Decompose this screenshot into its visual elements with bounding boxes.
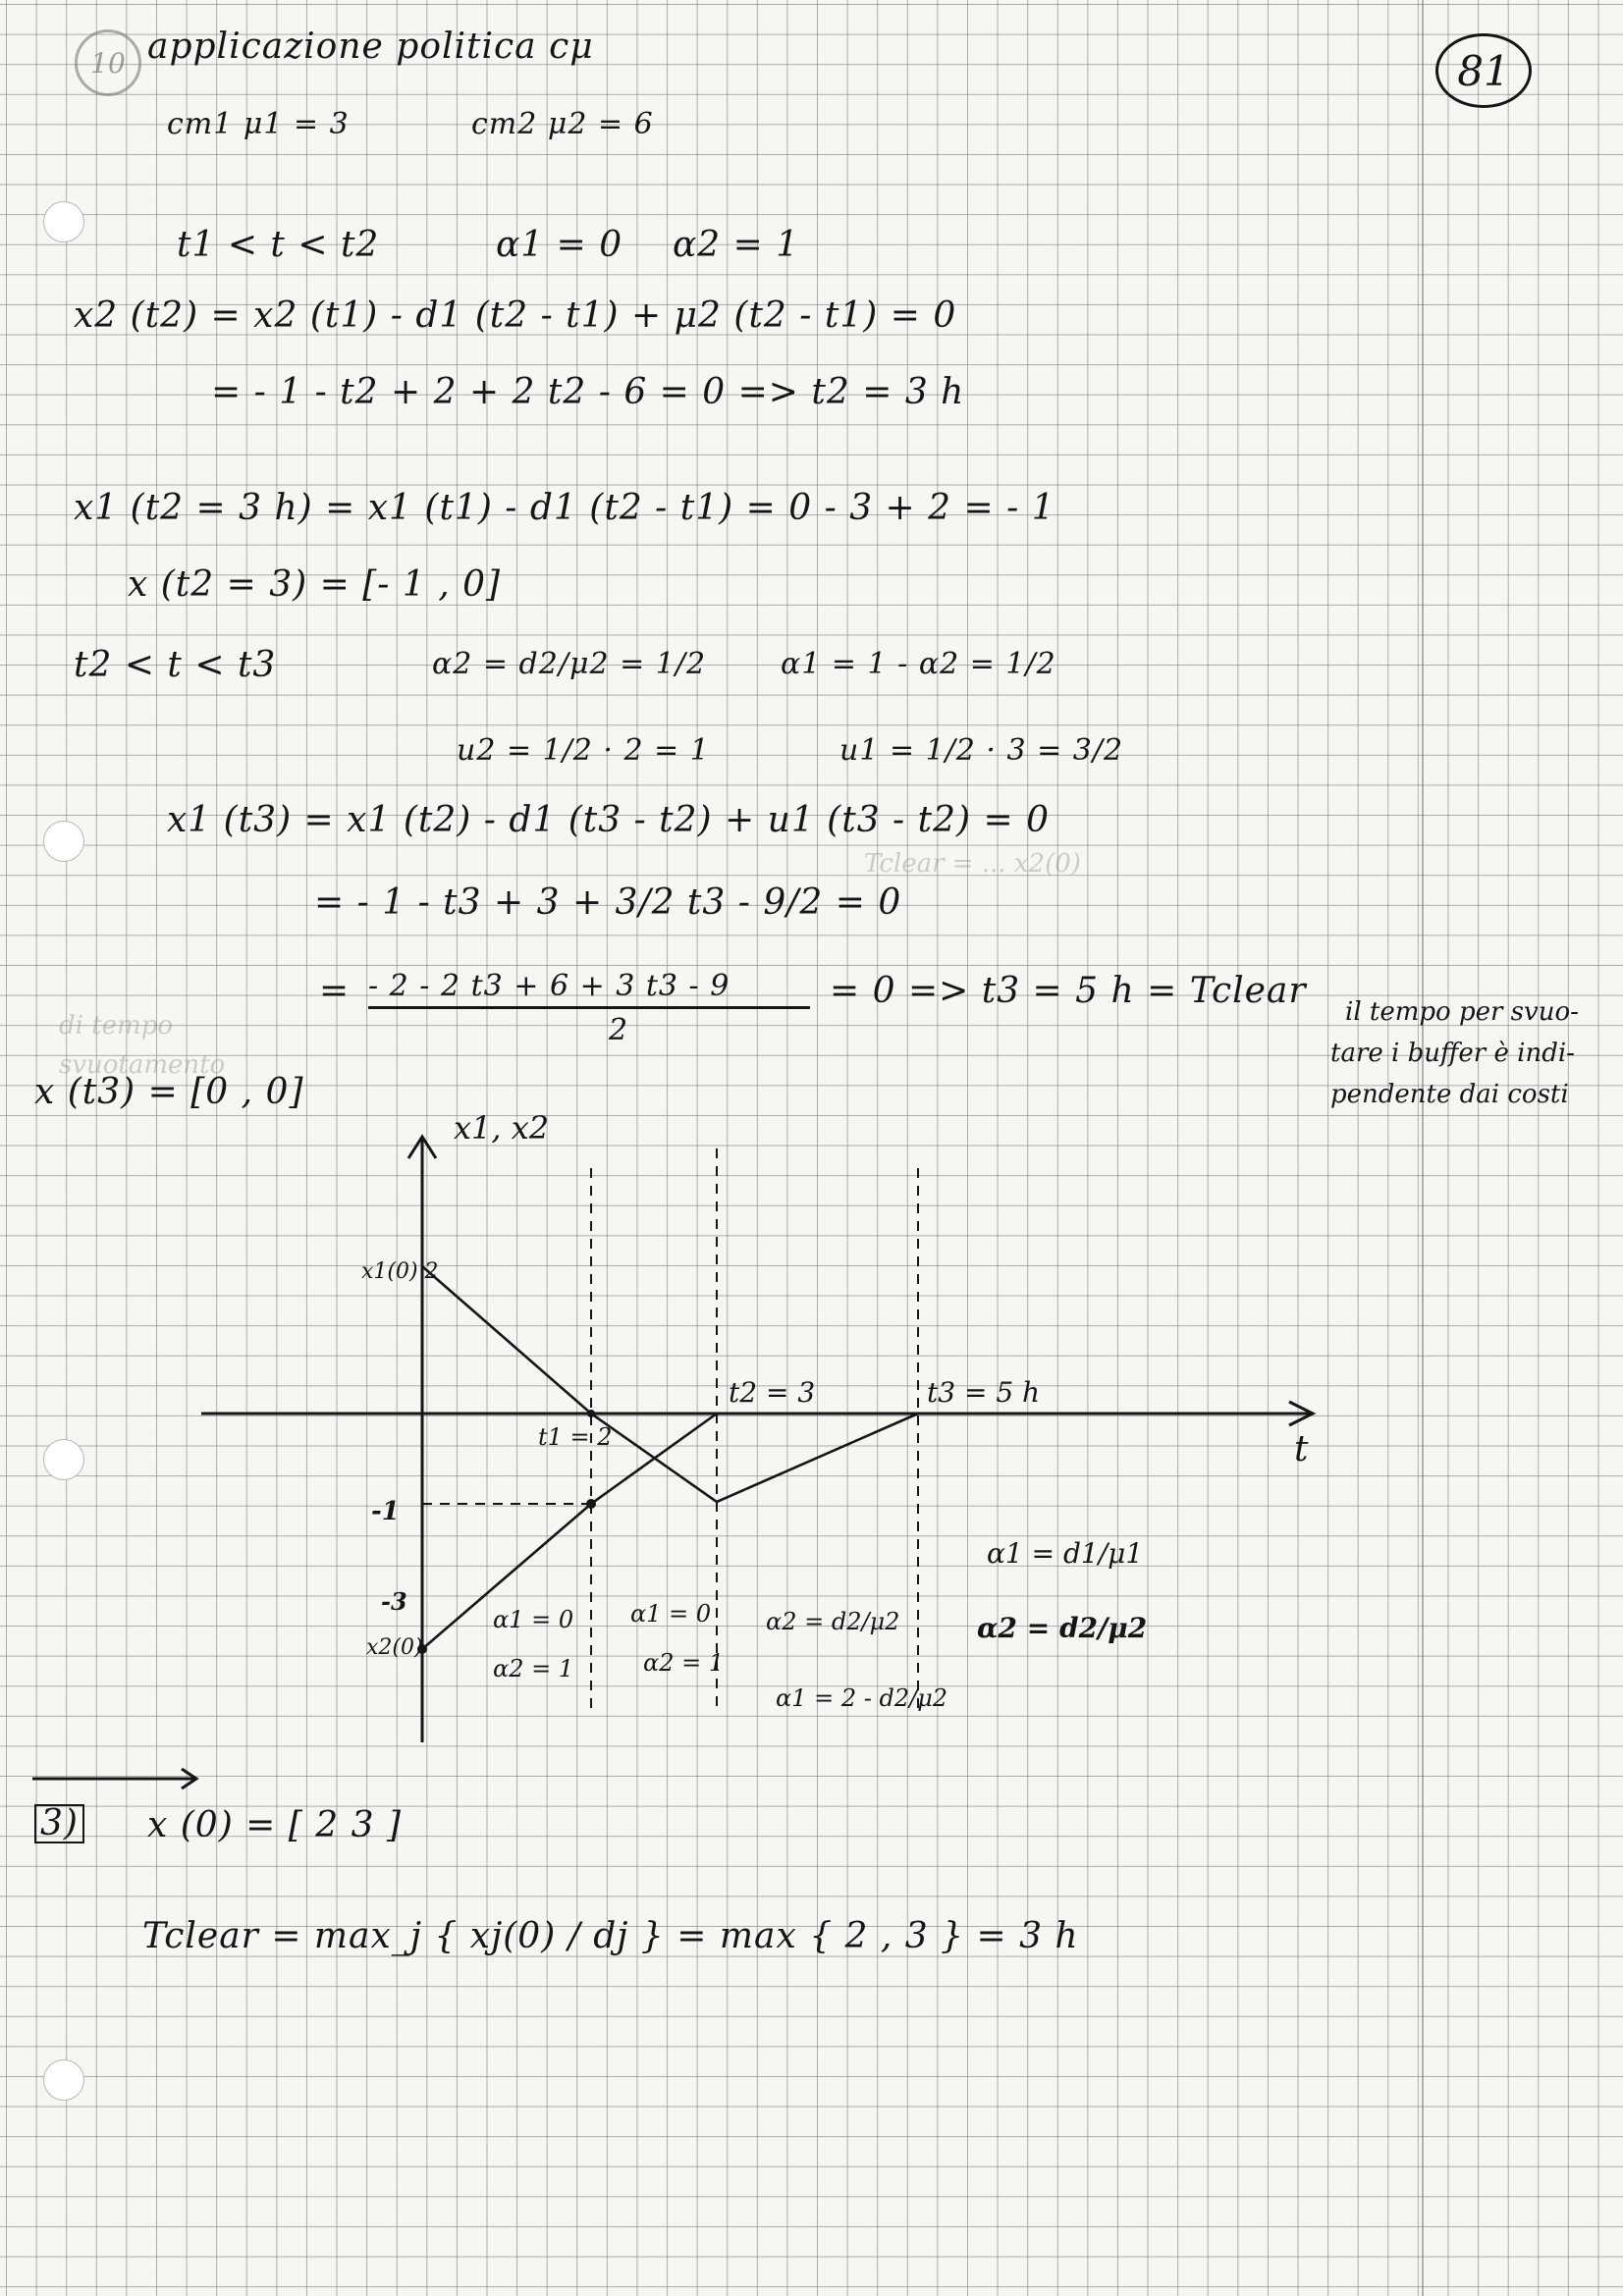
phase2-u2: u2 = 1/2 · 2 = 1 (457, 733, 710, 768)
phase1-equation-3: x1 (t2 = 3 h) = x1 (t1) - d1 (t2 - t1) = 0 - 3 + 2 = - 1 (74, 488, 1055, 528)
faded-stamp: 10 (75, 29, 141, 96)
region3-alpha1: α1 = 2 - d2/μ2 (776, 1684, 948, 1712)
x1-initial-label: x1(0) 2 (361, 1259, 439, 1284)
phase2-equation-1: x1 (t3) = x1 (t2) - d1 (t3 - t2) + u1 (t3 - t2) = 0 (167, 800, 1051, 840)
x2-at-t1-point (586, 1499, 596, 1509)
phase2-u1: u1 = 1/2 · 3 = 3/2 (839, 733, 1124, 768)
phase2-state: x (t3) = [0 , 0] (34, 1072, 304, 1112)
t1-point (587, 1410, 595, 1417)
y-axis-label: x1, x2 (454, 1109, 550, 1147)
tick-minus1: -1 (371, 1497, 400, 1526)
region3-alpha2: α2 = d2/μ2 (766, 1608, 900, 1635)
legend-alpha1: α1 = d1/μ1 (987, 1537, 1144, 1570)
t3-label: t3 = 5 h (927, 1376, 1041, 1409)
cost-2: cm2 μ2 = 6 (471, 107, 654, 141)
phase1-alpha1: α1 = 0 (496, 225, 623, 265)
cost-1: cm1 μ1 = 3 (167, 107, 350, 141)
page-title: applicazione politica cμ (147, 27, 594, 67)
phase2-alpha2: α2 = d2/μ2 = 1/2 (432, 647, 707, 681)
phase1-interval: t1 < t < t2 (177, 225, 380, 265)
phase2-interval: t2 < t < t3 (74, 645, 277, 685)
phase2-equation-3-denominator: 2 (609, 1013, 629, 1047)
phase2-equation-2: = - 1 - t3 + 3 + 3/2 t3 - 9/2 = 0 (314, 882, 902, 923)
part3-state: x (0) = [ 2 3 ] (147, 1805, 403, 1845)
region1-alpha2: α2 = 1 (493, 1655, 574, 1682)
page-number: 81 (1435, 33, 1532, 108)
tick-minus3: -3 (381, 1587, 407, 1616)
side-note-line: pendente dai costi (1330, 1080, 1569, 1109)
x1-trajectory (422, 1266, 918, 1502)
phase2-equation-3-result: = 0 => t3 = 5 h = Tclear (830, 971, 1307, 1011)
phase1-equation-2: = - 1 - t2 + 2 + 2 t2 - 6 = 0 => t2 = 3 h (211, 372, 965, 412)
legend-alpha2: α2 = d2/μ2 (977, 1612, 1148, 1644)
part3-label: 3) (34, 1804, 84, 1843)
bleed-through-text: Tclear = ... x2(0) (864, 849, 1081, 879)
phase2-equation-3-eq: = (319, 971, 351, 1011)
bleed-through-text: di tempo (59, 1011, 174, 1041)
x2-initial-label: x2(0) (366, 1635, 423, 1660)
side-note-line: il tempo per svuo- (1345, 997, 1579, 1027)
phase1-equation-1: x2 (t2) = x2 (t1) - d1 (t2 - t1) + μ2 (t2 - t1) = 0 (74, 295, 957, 336)
side-note-line: tare i buffer è indi- (1330, 1039, 1575, 1068)
bleed-through-text: svuotamento (59, 1050, 226, 1080)
region1-alpha1: α1 = 0 (493, 1606, 574, 1633)
part3-formula: Tclear = max_j { xj(0) / dj } = max { 2 , 3 } = 3 h (142, 1916, 1079, 1956)
t1-label: t1 = 2 (538, 1423, 613, 1451)
phase2-alpha1: α1 = 1 - α2 = 1/2 (781, 647, 1056, 681)
phase1-state: x (t2 = 3) = [- 1 , 0] (128, 564, 502, 605)
x-axis-label: t (1294, 1429, 1309, 1469)
phase2-equation-3-numerator: - 2 - 2 t3 + 6 + 3 t3 - 9 (368, 969, 730, 1003)
t2-label: t2 = 3 (729, 1376, 816, 1409)
region2-alpha2: α2 = 1 (643, 1649, 725, 1677)
phase1-alpha2: α2 = 1 (673, 225, 800, 265)
region2-alpha1: α1 = 0 (630, 1600, 712, 1628)
